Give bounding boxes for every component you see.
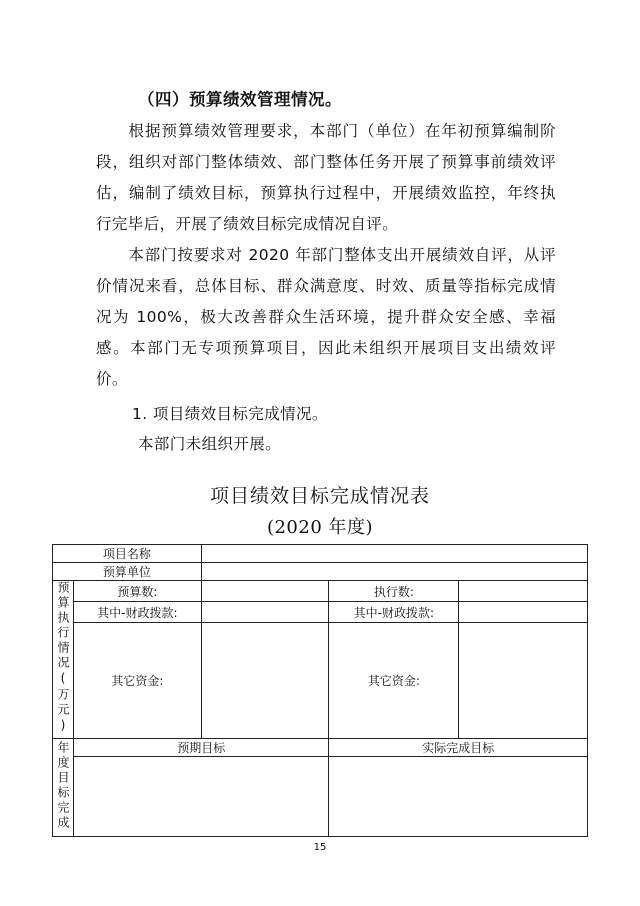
budget-amount-label: 预算数: [73,581,201,602]
budget-exec-label: 预算执行情况(万元) [55,581,70,735]
row-fiscal-allocation [53,602,588,623]
actual-target-label: 实际完成目标 [329,739,588,757]
row-project-name [53,545,588,563]
other-funds-label-1: 其它资金: [73,623,201,739]
paragraph-performance-management [96,116,556,240]
paragraph-self-evaluation [96,240,556,395]
section-heading: （四）预算绩效管理情况。 [138,90,342,109]
annual-target-label: 年度目标完成 [55,741,70,831]
other-funds-value-2 [459,623,588,739]
page-number: 15 [313,842,327,853]
actual-target-value [329,757,588,837]
paragraph-2-text: 本部门按要求对 2020 年部门整体支出开展绩效自评，从评价情况来看，总体目标、群众满意度、时效、质量等指标完成情况为 100%，极大改善群众生活环境，提升群众安全感、幸福感。本部门无专项预算项目，因此未组织开展项目支出绩效评价。 [96,246,556,388]
table-title: 项目绩效目标完成情况表 [209,485,430,507]
row-target-headers [53,739,588,757]
budget-unit-label: 预算单位 [53,563,202,581]
project-name-value [201,545,587,563]
expected-target-value [73,757,329,837]
fiscal-alloc-value-2 [459,602,588,623]
row-budget-unit [53,563,588,581]
fiscal-alloc-label-2: 其中-财政拨款: [329,602,459,623]
row-other-funds [53,623,588,739]
other-funds-label-2: 其它资金: [329,623,459,739]
paragraph-1-text: 根据预算绩效管理要求，本部门（单位）在年初预算编制阶段，组织对部门整体绩效、部门整体任务开展了预算事前绩效评估，编制了绩效目标，预算执行过程中，开展绩效监控，年终执行完毕后，开展了绩效目标完成情况自评。 [96,122,556,233]
item-1-text: 本部门未组织开展。 [138,435,282,453]
row-budget-amount [53,581,588,602]
table-year: (2020 年度) [266,517,374,538]
exec-amount-value [459,581,588,602]
budget-unit-value [201,563,587,581]
fiscal-alloc-value-1 [201,602,329,623]
performance-table [52,544,588,837]
project-name-label: 项目名称 [53,545,202,563]
fiscal-alloc-label-1: 其中-财政拨款: [73,602,201,623]
annual-target-label-cell [53,739,74,837]
budget-amount-value [201,581,329,602]
exec-amount-label: 执行数: [329,581,459,602]
expected-target-label: 预期目标 [73,739,329,757]
other-funds-value-1 [201,623,329,739]
row-target-values [53,757,588,837]
budget-exec-label-cell [53,581,74,739]
item-1-heading: 1. 项目绩效目标完成情况。 [132,405,328,423]
